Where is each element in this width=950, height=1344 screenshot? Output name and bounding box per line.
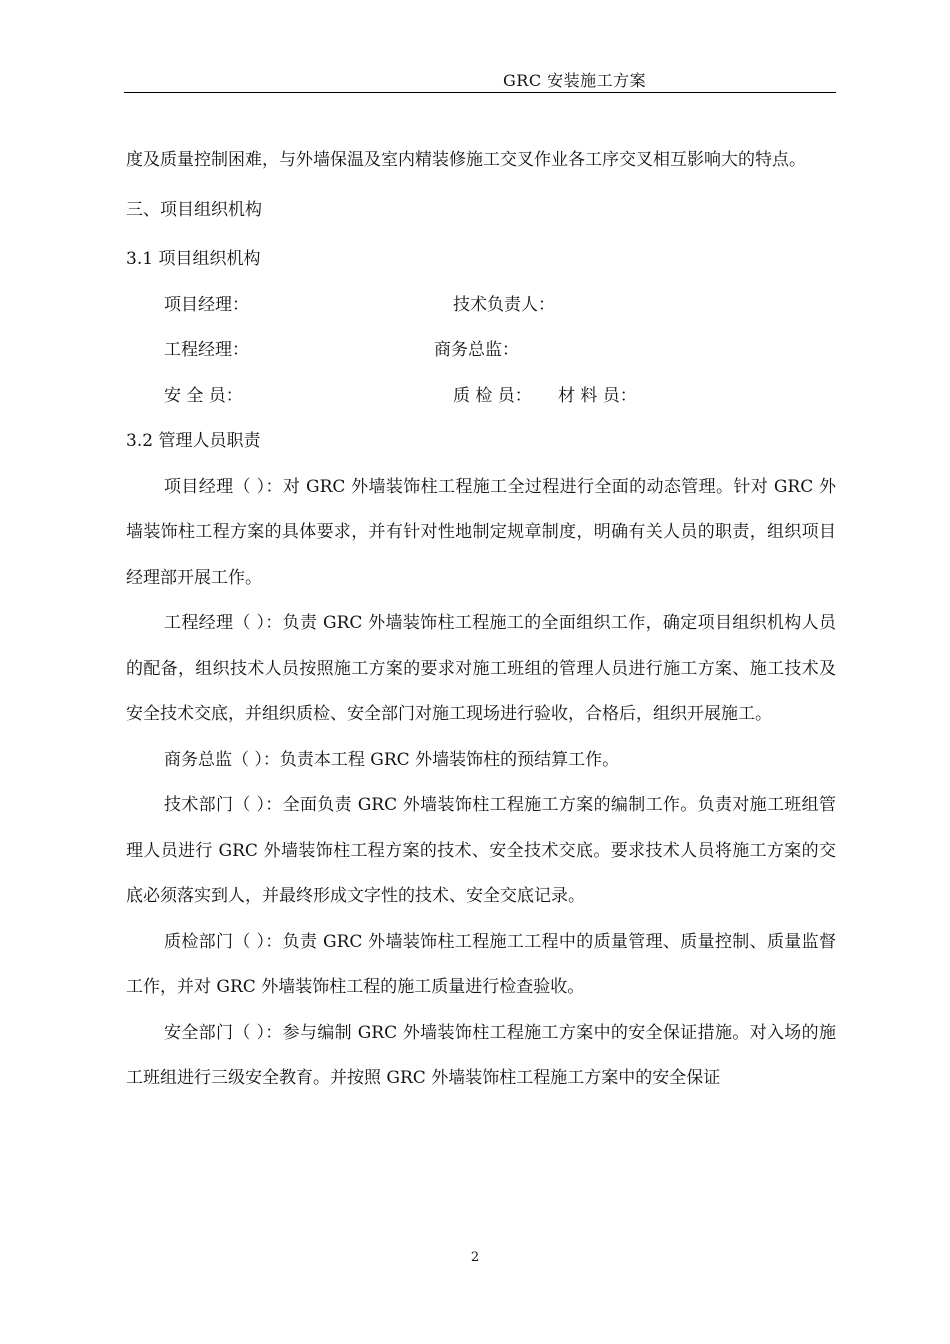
org-row-1 [126, 283, 836, 329]
subsection-heading-org: 3.1 项目组织机构 [126, 249, 261, 269]
material-officer-label: 材 料 员： [558, 385, 637, 406]
duty-paragraph: 安全部门（ ）：参与编制 GRC 外墙装饰柱工程施工方案中的安全保证措施。对入场的施工班组进行三级安全教育。并按照 GRC 外墙装饰柱工程施工方案中的安全保证 [126, 1022, 836, 1088]
header-rule [124, 92, 836, 93]
org-row-3 [126, 374, 836, 420]
duty-paragraph: 技术部门（ ）：全面负责 GRC 外墙装饰柱工程施工方案的编制工作。负责对施工班组管理人员进行 GRC 外墙装饰柱工程方案的技术、安全技术交底。要求技术人员将施工方案的交底必须落实到人，并最终形成文字性的技术、安全交底记录。 [126, 795, 836, 906]
duty-paragraph: 商务总监（ ）：负责本工程 GRC 外墙装饰柱的预结算工作。 [164, 749, 620, 770]
subsection-heading-duties: 3.2 管理人员职责 [126, 431, 261, 451]
section-heading: 三、项目组织机构 [126, 199, 262, 220]
safety-officer-label: 安 全 员： [164, 385, 243, 406]
engineering-manager-label: 工程经理： [164, 340, 249, 360]
org-row-2 [126, 328, 836, 374]
business-director-label: 商务总监： [434, 340, 519, 360]
quality-inspector-label: 质 检 员： [453, 385, 532, 406]
page-number: 2 [470, 1250, 480, 1265]
duty-paragraph: 项目经理（ ）：对 GRC 外墙装饰柱工程施工全过程进行全面的动态管理。针对 GRC 外墙装饰柱工程方案的具体要求，并有针对性地制定规章制度，明确有关人员的职责，组织项目经理部开展工作。 [126, 476, 836, 588]
intro-paragraph: 度及质量控制困难，与外墙保温及室内精装修施工交叉作业各工序交叉相互影响大的特点。 [126, 150, 806, 170]
duty-paragraph: 质检部门（ ）：负责 GRC 外墙装饰柱工程施工工程中的质量管理、质量控制、质量监督工作，并对 GRC 外墙装饰柱工程的施工质量进行检查验收。 [126, 931, 836, 997]
technical-lead-label: 技术负责人： [453, 294, 555, 315]
duty-paragraph: 工程经理（ ）：负责 GRC 外墙装饰柱工程施工的全面组织工作，确定项目组织机构人员的配备，组织技术人员按照施工方案的要求对施工班组的管理人员进行施工方案、施工技术及安全技术交底，并组织质检、安全部门对施工现场进行验收，合格后，组织开展施工。 [126, 613, 836, 724]
header-title: GRC 安装施工方案 [503, 71, 647, 90]
document-body [126, 138, 836, 1102]
project-manager-label: 项目经理： [164, 294, 249, 315]
